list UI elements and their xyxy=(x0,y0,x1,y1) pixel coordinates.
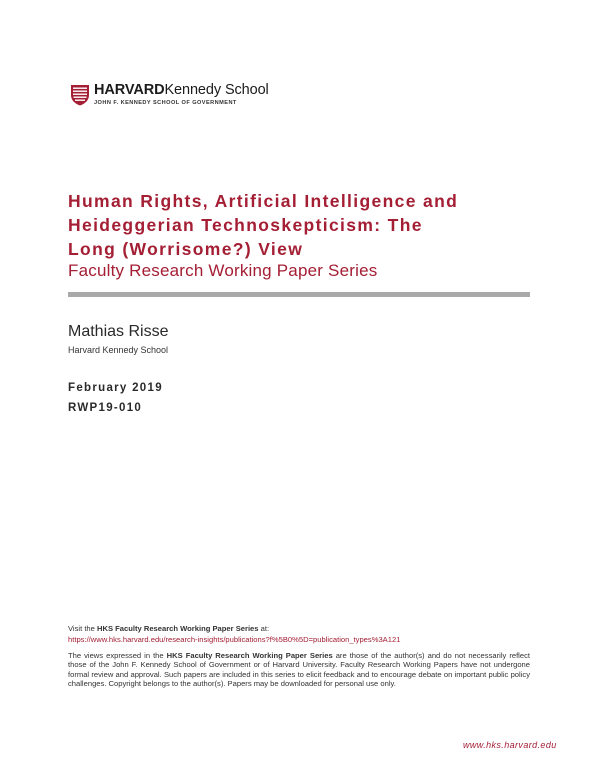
hks-logo xyxy=(70,83,269,111)
visit-suffix: at: xyxy=(258,624,270,633)
logo-wordmark xyxy=(94,83,269,98)
author-affiliation: Harvard Kennedy School xyxy=(68,345,169,355)
paper-number: RWP19-010 xyxy=(68,402,143,414)
visit-series-name: HKS Faculty Research Working Paper Series xyxy=(97,624,259,633)
paper-title-line-3: Long (Worrisome?) View xyxy=(68,239,304,259)
disclaimer xyxy=(68,651,530,689)
logo-kennedy-school: Kennedy School xyxy=(164,82,269,98)
disclaimer-prefix: The views expressed in the xyxy=(68,651,167,660)
title-divider xyxy=(68,292,530,297)
visit-notice xyxy=(68,624,269,633)
harvard-shield-icon xyxy=(70,84,90,106)
series-name: Faculty Research Working Paper Series xyxy=(68,261,378,280)
footer-url-link[interactable]: www.hks.harvard.edu xyxy=(463,740,557,750)
paper-title xyxy=(68,189,538,261)
visit-prefix: Visit the xyxy=(68,624,97,633)
paper-title-line-1: Human Rights, Artificial Intelligence and xyxy=(68,191,459,211)
logo-subtitle: JOHN F. KENNEDY SCHOOL OF GOVERNMENT xyxy=(94,100,237,106)
disclaimer-body: are those of the author(s) and do not necessarily reflect those of the John F. Kennedy School of Government or of Harvard University. Faculty Research Working Papers have not undergone formal review and approval. Such papers are included in this series to elicit feedback and to encourage debate on important public policy challenges. Copyright belongs to the author(s). Papers may be downloaded for personal use only. xyxy=(68,651,530,689)
series-url-link[interactable]: https://www.hks.harvard.edu/research-insights/publications?f%5B0%5D=publication_types%3A121 xyxy=(68,635,401,644)
paper-title-line-2: Heideggerian Technoskepticism: The xyxy=(68,215,423,235)
disclaimer-series-name: HKS Faculty Research Working Paper Series xyxy=(166,651,333,660)
publication-date: February 2019 xyxy=(68,382,163,394)
logo-harvard: HARVARD xyxy=(94,82,165,98)
author-name: Mathias Risse xyxy=(68,323,169,340)
